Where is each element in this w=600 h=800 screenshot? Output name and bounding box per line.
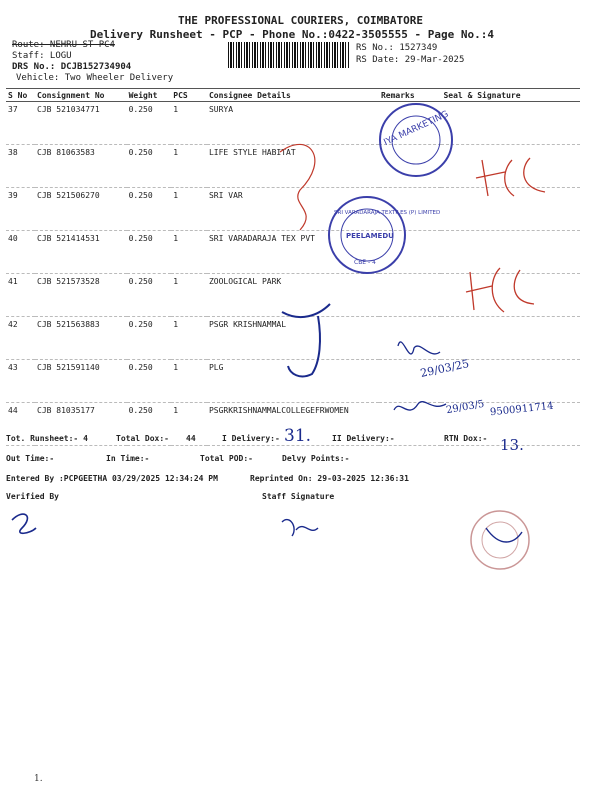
ii-delivery-label: II Delivery:-	[332, 434, 395, 443]
cell-sno: 42	[6, 317, 35, 360]
reprinted-on: Reprinted On: 29-03-2025 12:36:31	[250, 474, 409, 483]
cell-consignment: CJB 521563883	[35, 317, 127, 360]
verified-signature	[12, 514, 36, 533]
cell-weight: 0.250	[127, 317, 172, 360]
textiles-stamp-ring: SRI VARADARAJA TEXTILES (P) LIMITED	[334, 210, 441, 216]
cell-sno: 38	[6, 145, 35, 188]
cell-consignee: PSGRKRISHNAMMALCOLLEGEFRWOMEN	[207, 403, 379, 446]
col-pcs: PCS	[171, 89, 207, 102]
textiles-stamp-bottom: CBE - 4	[354, 259, 376, 266]
cell-pcs: 1	[171, 231, 207, 274]
cell-pcs: 1	[171, 188, 207, 231]
i-delivery-label: I Delivery:-	[222, 434, 280, 443]
out-time: Out Time:-	[6, 454, 55, 463]
cell-consignee: LIFE STYLE HABITAT	[207, 145, 379, 188]
red-signature-row38	[476, 158, 545, 196]
cell-sno: 39	[6, 188, 35, 231]
cell-weight: 0.250	[127, 145, 172, 188]
cell-sno: 40	[6, 231, 35, 274]
cell-sno: 43	[6, 360, 35, 403]
cell-consignment: CJB 521506270	[35, 188, 127, 231]
cell-consignee: PLG	[207, 360, 379, 403]
col-remarks: Remarks	[379, 89, 442, 102]
col-sno: S No	[6, 89, 35, 102]
entered-by: Entered By :PCPGEETHA 03/29/2025 12:34:24 PM	[6, 474, 218, 483]
rtn-handwritten: 13.	[500, 436, 524, 454]
cell-consignee: ZOOLOGICAL PARK	[207, 274, 379, 317]
row44-phone: 9500911714	[489, 400, 555, 419]
cell-weight: 0.250	[127, 403, 172, 446]
total-dox-label: Total Dox:-	[116, 434, 169, 443]
cell-pcs: 1	[171, 274, 207, 317]
stamp-scribble	[486, 528, 522, 542]
drs-number: DRS No.: DCJB152734904	[12, 62, 132, 72]
rtn-dox-label: RTN Dox:-	[444, 434, 488, 443]
cell-pcs: 1	[171, 102, 207, 145]
cell-sno: 44	[6, 403, 35, 446]
cell-weight: 0.250	[127, 274, 172, 317]
vehicle-label: Vehicle: Two Wheeler Delivery	[16, 73, 174, 83]
tot-runsheet: Tot. Runsheet:- 4	[6, 434, 88, 443]
cell-pcs: 1	[171, 145, 207, 188]
marketing-stamp-text: IYA MARKETING	[382, 109, 451, 149]
col-consignee: Consignee Details	[207, 89, 379, 102]
col-consignment: Consignment No	[35, 89, 127, 102]
staff-signature-mark	[282, 520, 318, 536]
total-dox-value: 44	[186, 434, 196, 443]
rs-number: RS No.: 1527349	[356, 43, 438, 53]
cell-pcs: 1	[171, 317, 207, 360]
cell-consignment: CJB 521591140	[35, 360, 127, 403]
signature-row43	[398, 342, 440, 354]
staff-signature-label: Staff Signature	[262, 492, 335, 501]
signature-row44	[394, 402, 446, 410]
textiles-stamp-center: PEELAMEDU	[346, 232, 394, 240]
route-label: Route: NEHRU ST PC4	[12, 40, 115, 50]
row44-date: 29/03/5	[445, 398, 486, 417]
delvy-points: Delvy Points:-	[282, 454, 350, 463]
cell-consignee: PSGR KRISHNAMMAL	[207, 317, 379, 360]
page-mark: 1.	[34, 774, 43, 784]
cell-consignee: SRI VARADARAJA TEX PVT	[207, 231, 379, 274]
cell-pcs: 1	[171, 403, 207, 446]
cell-consignment: CJB 81035177	[35, 403, 127, 446]
runsheet-subtitle: Delivery Runsheet - PCP - Phone No.:0422-3505555 - Page No.:4	[90, 28, 494, 41]
cell-consignee: SRI VAR	[207, 188, 379, 231]
cell-weight: 0.250	[127, 102, 172, 145]
cell-sno: 37	[6, 102, 35, 145]
cell-weight: 0.250	[127, 231, 172, 274]
cell-weight: 0.250	[127, 188, 172, 231]
staff-label: Staff: LOGU	[12, 51, 72, 61]
red-signature-row41	[466, 268, 534, 312]
company-title: THE PROFESSIONAL COURIERS, COIMBATORE	[178, 14, 424, 27]
rs-date: RS Date: 29-Mar-2025	[356, 55, 465, 65]
row43-date: 29/03/25	[419, 357, 471, 380]
total-pod: Total POD:-	[200, 454, 253, 463]
cell-consignment: CJB 521414531	[35, 231, 127, 274]
col-weight: Weight	[127, 89, 172, 102]
verified-by-label: Verified By	[6, 492, 59, 501]
in-time: In Time:-	[106, 454, 150, 463]
cell-pcs: 1	[171, 360, 207, 403]
blue-bracket-mark	[282, 304, 330, 376]
cell-consignment: CJB 521034771	[35, 102, 127, 145]
cell-consignment: CJB 81063583	[35, 145, 127, 188]
cell-consignment: CJB 521573528	[35, 274, 127, 317]
cell-consignee: SURYA	[207, 102, 379, 145]
i-delivery-handwritten: 31.	[284, 426, 312, 446]
cell-sno: 41	[6, 274, 35, 317]
red-bracket-mark	[280, 144, 315, 230]
cell-weight: 0.250	[127, 360, 172, 403]
col-seal: Seal & Signature	[441, 89, 580, 102]
